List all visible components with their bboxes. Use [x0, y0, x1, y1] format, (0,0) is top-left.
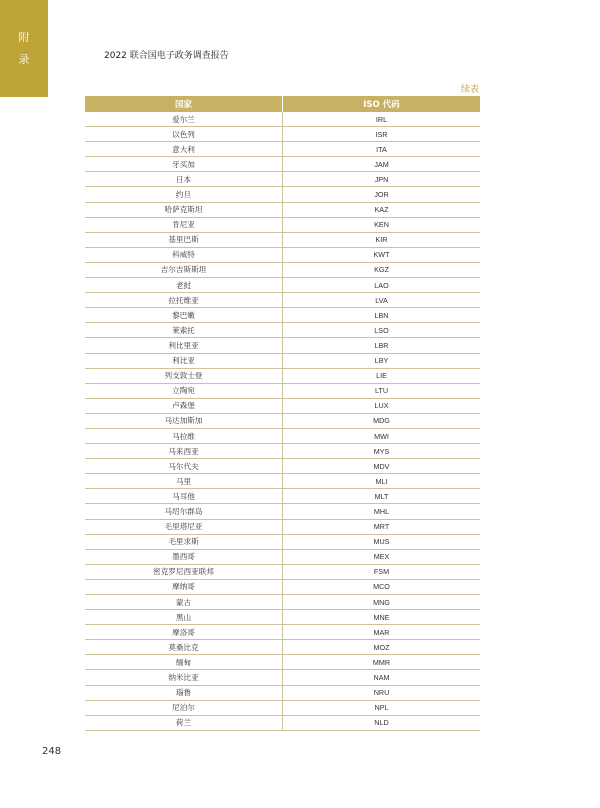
- country-name-cell: 老挝: [85, 278, 283, 292]
- iso-code-cell: MCO: [373, 582, 390, 592]
- country-name-cell: 摩纳哥: [85, 580, 283, 594]
- table-row: [85, 157, 480, 172]
- country-name-cell: 马拉维: [85, 429, 283, 443]
- table-row: [85, 338, 480, 353]
- iso-code-cell: NAM: [373, 673, 390, 683]
- country-name-cell: 蒙古: [85, 595, 283, 609]
- table-row: [85, 429, 480, 444]
- country-name-cell: 爱尔兰: [85, 112, 283, 126]
- iso-code-cell: LAO: [374, 280, 389, 290]
- table-row: [85, 263, 480, 278]
- table-row: [85, 278, 480, 293]
- country-name-cell: 意大利: [85, 142, 283, 156]
- country-name-cell: 拉托维亚: [85, 293, 283, 307]
- table-row: [85, 308, 480, 323]
- table-row: [85, 203, 480, 218]
- table-row: [85, 323, 480, 338]
- table-row: [85, 640, 480, 655]
- table-row: [85, 187, 480, 202]
- iso-code-cell: MAR: [373, 627, 390, 637]
- table-row: [85, 384, 480, 399]
- country-name-cell: 荷兰: [85, 716, 283, 730]
- iso-code-cell: KAZ: [374, 205, 389, 215]
- iso-code-cell: LIE: [376, 371, 387, 381]
- country-name-cell: 吉尔吉斯斯坦: [85, 263, 283, 277]
- table-row: [85, 172, 480, 187]
- table-row: [85, 474, 480, 489]
- country-name-cell: 卢森堡: [85, 399, 283, 413]
- country-name-cell: 基里巴斯: [85, 233, 283, 247]
- iso-code-cell: MOZ: [373, 642, 390, 652]
- iso-code-cell: JOR: [374, 190, 389, 200]
- country-name-cell: 瑙鲁: [85, 686, 283, 700]
- iso-code-cell: LSO: [374, 325, 389, 335]
- iso-code-cell: MLT: [374, 491, 389, 501]
- table-row: [85, 459, 480, 474]
- table-row: [85, 535, 480, 550]
- country-name-cell: 日本: [85, 172, 283, 186]
- table-row: [85, 670, 480, 685]
- iso-code-cell: LVA: [375, 295, 388, 305]
- iso-code-cell: MNG: [373, 597, 390, 607]
- country-name-cell: 毛里求斯: [85, 535, 283, 549]
- table-row: [85, 218, 480, 233]
- table-row: [85, 580, 480, 595]
- iso-code-cell: ISR: [375, 129, 388, 139]
- table-row: [85, 701, 480, 716]
- table-header-row: [85, 96, 480, 112]
- country-name-cell: 纳米比亚: [85, 670, 283, 684]
- side-tab-char-1: 附: [18, 30, 30, 44]
- iso-code-cell: MEX: [373, 552, 390, 562]
- header-country: 国家: [85, 96, 283, 112]
- iso-code-cell: NPL: [374, 703, 389, 713]
- country-name-cell: 马尔代夫: [85, 459, 283, 473]
- table-row: [85, 248, 480, 263]
- country-name-cell: 马耳他: [85, 489, 283, 503]
- iso-code-cell: NRU: [373, 688, 390, 698]
- country-name-cell: 马里: [85, 474, 283, 488]
- table-row: [85, 142, 480, 157]
- country-name-cell: 约旦: [85, 187, 283, 201]
- iso-code-cell: MWI: [374, 431, 389, 441]
- table-row: [85, 354, 480, 369]
- country-name-cell: 利比里亚: [85, 338, 283, 352]
- iso-code-cell: MLI: [375, 476, 388, 486]
- table-row: [85, 444, 480, 459]
- table-row: [85, 520, 480, 535]
- table-row: [85, 504, 480, 519]
- iso-code-cell: LBR: [374, 340, 389, 350]
- iso-code-cell: JAM: [374, 159, 389, 169]
- country-name-cell: 毛里塔尼亚: [85, 520, 283, 534]
- table-row: [85, 112, 480, 127]
- table-row: [85, 655, 480, 670]
- country-name-cell: 马绍尔群岛: [85, 504, 283, 518]
- country-name-cell: 马来西亚: [85, 444, 283, 458]
- country-name-cell: 莱索托: [85, 323, 283, 337]
- side-tab-char-2: 录: [18, 52, 30, 66]
- iso-code-cell: LUX: [374, 401, 389, 411]
- country-name-cell: 莫桑比克: [85, 640, 283, 654]
- table-row: [85, 625, 480, 640]
- table-row: [85, 127, 480, 142]
- iso-code-cell: MMR: [372, 657, 391, 667]
- table-row: [85, 550, 480, 565]
- country-name-cell: 黎巴嫩: [85, 308, 283, 322]
- country-name-cell: 密克罗尼西亚联邦: [85, 565, 283, 579]
- country-name-cell: 摩洛哥: [85, 625, 283, 639]
- table-row: [85, 293, 480, 308]
- country-name-cell: 科威特: [85, 248, 283, 262]
- table-row: [85, 233, 480, 248]
- page-number: 248: [42, 746, 62, 757]
- table-row: [85, 610, 480, 625]
- country-name-cell: 立陶宛: [85, 384, 283, 398]
- iso-code-cell: NLD: [374, 718, 389, 728]
- continued-label: 续表: [460, 85, 479, 95]
- country-name-cell: 尼泊尔: [85, 701, 283, 715]
- table-row: [85, 369, 480, 384]
- iso-code-cell: ITA: [376, 144, 387, 154]
- country-name-cell: 墨西哥: [85, 550, 283, 564]
- country-name-cell: 肯尼亚: [85, 218, 283, 232]
- iso-code-cell: MHL: [373, 506, 390, 516]
- iso-code-cell: KIR: [375, 235, 388, 245]
- iso-code-cell: KWT: [373, 250, 390, 260]
- iso-code-cell: JPN: [374, 174, 389, 184]
- country-name-cell: 马达加斯加: [85, 414, 283, 428]
- iso-code-cell: IRL: [375, 114, 388, 124]
- iso-code-cell: LBN: [374, 310, 389, 320]
- iso-code-cell: KEN: [374, 220, 389, 230]
- table-row: [85, 414, 480, 429]
- country-name-cell: 以色列: [85, 127, 283, 141]
- iso-code-cell: MDV: [373, 461, 390, 471]
- table-row: [85, 565, 480, 580]
- appendix-side-tab: [0, 0, 48, 97]
- iso-code-cell: MUS: [373, 537, 390, 547]
- country-iso-table: [85, 96, 480, 731]
- iso-code-cell: MDG: [373, 416, 390, 426]
- table-row: [85, 399, 480, 414]
- iso-code-cell: KGZ: [374, 265, 389, 275]
- table-body: [85, 112, 480, 731]
- country-name-cell: 哈萨克斯坦: [85, 203, 283, 217]
- iso-code-cell: MYS: [373, 446, 390, 456]
- iso-code-cell: MRT: [373, 522, 390, 532]
- table-row: [85, 716, 480, 731]
- table-row: [85, 686, 480, 701]
- country-name-cell: 利比亚: [85, 354, 283, 368]
- header-iso-code: ISO 代码: [363, 100, 400, 110]
- table-row: [85, 595, 480, 610]
- country-name-cell: 牙买加: [85, 157, 283, 171]
- iso-code-cell: LTU: [374, 386, 389, 396]
- report-title: 2022 联合国电子政务调查报告: [104, 51, 229, 61]
- iso-code-cell: LBY: [374, 356, 389, 366]
- iso-code-cell: MNE: [373, 612, 390, 622]
- country-name-cell: 列支敦士登: [85, 369, 283, 383]
- country-name-cell: 黑山: [85, 610, 283, 624]
- iso-code-cell: FSM: [373, 567, 390, 577]
- country-name-cell: 缅甸: [85, 655, 283, 669]
- table-row: [85, 489, 480, 504]
